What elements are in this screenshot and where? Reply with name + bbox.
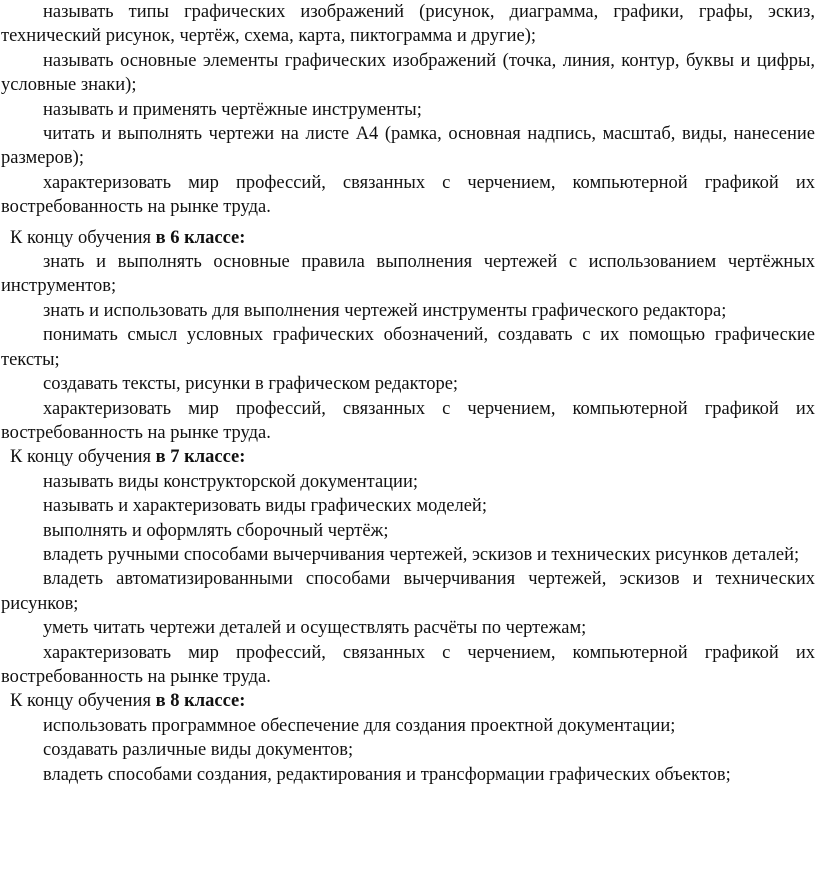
section-heading-grade-6 [0, 226, 816, 250]
list-item: называть типы графических изображений (рисунок, диаграмма, графики, графы, эскиз, технический рисунок, чертёж, схема, карта, пиктограмма и другие); [1, 2, 815, 47]
list-item: понимать смысл условных графических обозначений, создавать с их помощью графические тексты; [1, 325, 815, 370]
list-item: создавать различные виды документов; [43, 740, 354, 761]
heading-grade: в 7 классе: [155, 447, 246, 468]
list-item: называть виды конструкторской документации; [43, 471, 418, 492]
heading-grade: в 8 классе: [155, 691, 246, 712]
list-item: характеризовать мир профессий, связанных с черчением, компьютерной графикой их востребованность на рынке труда. [1, 398, 815, 443]
list-item: называть и применять чертёжные инструменты; [43, 99, 422, 120]
list-item: владеть автоматизированными способами вычерчивания чертежей, эскизов и технических рисунков; [1, 569, 815, 614]
list-item: называть основные элементы графических изображений (точка, линия, контур, буквы и цифры, условные знаки); [1, 50, 815, 96]
list-item: знать и выполнять основные правила выполнения чертежей с использованием чертёжных инструментов; [1, 252, 815, 297]
section-heading-grade-7 [0, 445, 816, 469]
section-heading-grade-8 [0, 689, 816, 713]
list-item: выполнять и оформлять сборочный чертёж; [43, 520, 389, 541]
list-item: создавать тексты, рисунки в графическом редакторе; [43, 374, 459, 395]
heading-lead: К концу обучения [10, 447, 156, 468]
list-item: владеть способами создания, редактирования и трансформации графических объектов; [43, 764, 731, 785]
heading-lead: К концу обучения [10, 691, 156, 712]
list-item: владеть ручными способами вычерчивания чертежей, эскизов и технических рисунков деталей; [43, 544, 800, 565]
list-item: характеризовать мир профессий, связанных с черчением, компьютерной графикой их востребованность на рынке труда. [1, 172, 815, 218]
heading-lead: К концу обучения [10, 227, 156, 248]
list-item: использовать программное обеспечение для создания проектной документации; [43, 715, 676, 736]
list-item: уметь читать чертежи деталей и осуществлять расчёты по чертежам; [43, 618, 587, 639]
list-item: называть и характеризовать виды графических моделей; [43, 496, 487, 517]
list-item: читать и выполнять чертежи на листе А4 (рамка, основная надпись, масштаб, виды, нанесение размеров); [1, 124, 815, 169]
list-item: знать и использовать для выполнения чертежей инструменты графического редактора; [43, 300, 727, 321]
heading-grade: в 6 классе: [155, 227, 246, 248]
list-item: характеризовать мир профессий, связанных с черчением, компьютерной графикой их востребованность на рынке труда. [1, 642, 815, 687]
